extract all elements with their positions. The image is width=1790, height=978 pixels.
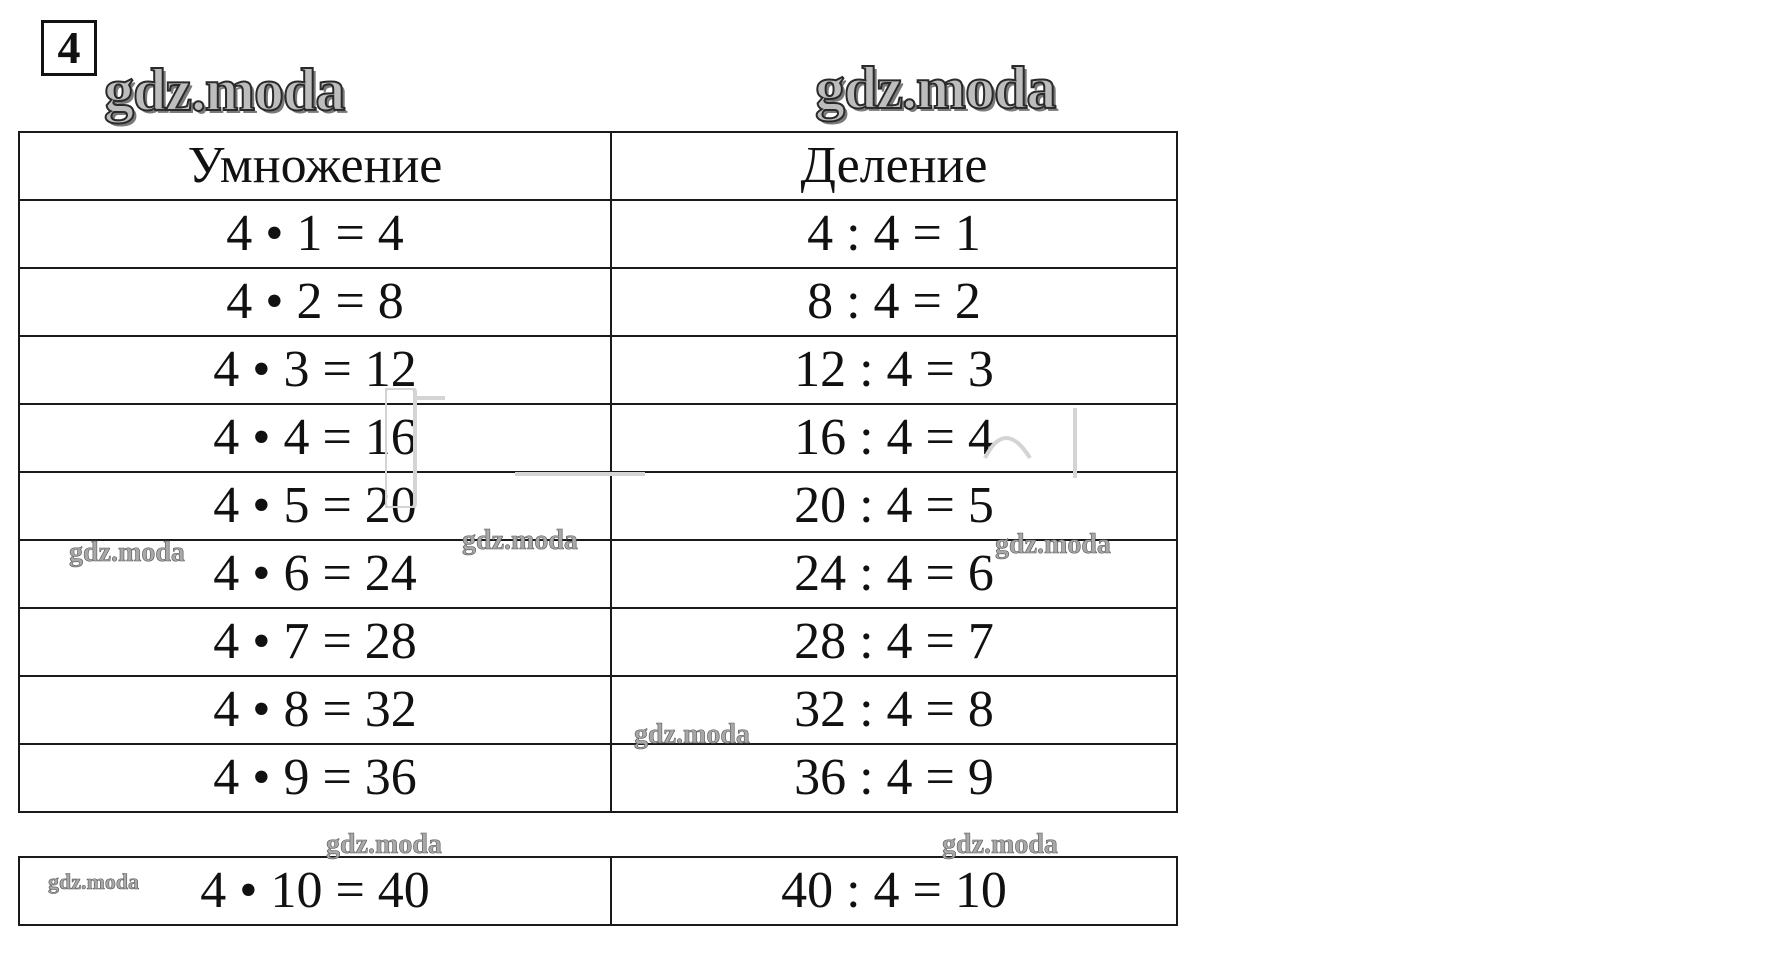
multiplication-cell: 4 • 3 = 12 <box>19 336 611 404</box>
table-row <box>19 268 1177 336</box>
watermark-text: gdz.moda <box>634 719 750 750</box>
division-cell: 12 : 4 = 3 <box>611 336 1177 404</box>
watermark-logo: gdz.moda <box>104 57 345 123</box>
multiplication-cell: 4 • 6 = 24 <box>19 540 611 608</box>
table-row <box>19 200 1177 268</box>
multiplication-cell: 4 • 9 = 36 <box>19 744 611 812</box>
watermark-text: gdz.moda <box>462 525 578 556</box>
watermark-logo: gdz.moda <box>815 55 1056 121</box>
multiplication-division-table <box>18 131 1178 813</box>
table-header-row <box>19 132 1177 200</box>
division-cell: 36 : 4 = 9 <box>611 744 1177 812</box>
division-cell: 40 : 4 = 10 <box>611 857 1177 925</box>
table-row <box>19 676 1177 744</box>
table-row <box>19 404 1177 472</box>
watermark-text: gdz.moda <box>69 537 185 568</box>
multiplication-cell: 4 • 2 = 8 <box>19 268 611 336</box>
multiplication-cell: 4 • 10 = 40 <box>19 857 611 925</box>
division-cell: 32 : 4 = 8 <box>611 676 1177 744</box>
multiplication-cell: 4 • 4 = 16 <box>19 404 611 472</box>
watermark-text: gdz.moda <box>942 829 1058 860</box>
multiplication-cell: 4 • 1 = 4 <box>19 200 611 268</box>
table-row <box>19 744 1177 812</box>
multiplication-cell: 4 • 5 = 20 <box>19 472 611 540</box>
extra-row-table <box>18 856 1178 926</box>
watermark-text: gdz.moda <box>995 529 1111 560</box>
header-multiplication: Умножение <box>19 132 611 200</box>
table-row <box>19 608 1177 676</box>
division-cell: 20 : 4 = 5 <box>611 472 1177 540</box>
division-cell: 28 : 4 = 7 <box>611 608 1177 676</box>
division-cell: 24 : 4 = 6 <box>611 540 1177 608</box>
header-division: Деление <box>611 132 1177 200</box>
table-row <box>19 857 1177 925</box>
multiplication-cell: 4 • 7 = 28 <box>19 608 611 676</box>
watermark-text: gdz.moda <box>326 829 442 860</box>
division-cell: 16 : 4 = 4 <box>611 404 1177 472</box>
division-cell: 8 : 4 = 2 <box>611 268 1177 336</box>
watermark-text: gdz.moda <box>48 869 140 894</box>
task-number-box: 4 <box>41 20 97 76</box>
multiplication-cell: 4 • 8 = 32 <box>19 676 611 744</box>
table-row <box>19 336 1177 404</box>
division-cell: 4 : 4 = 1 <box>611 200 1177 268</box>
